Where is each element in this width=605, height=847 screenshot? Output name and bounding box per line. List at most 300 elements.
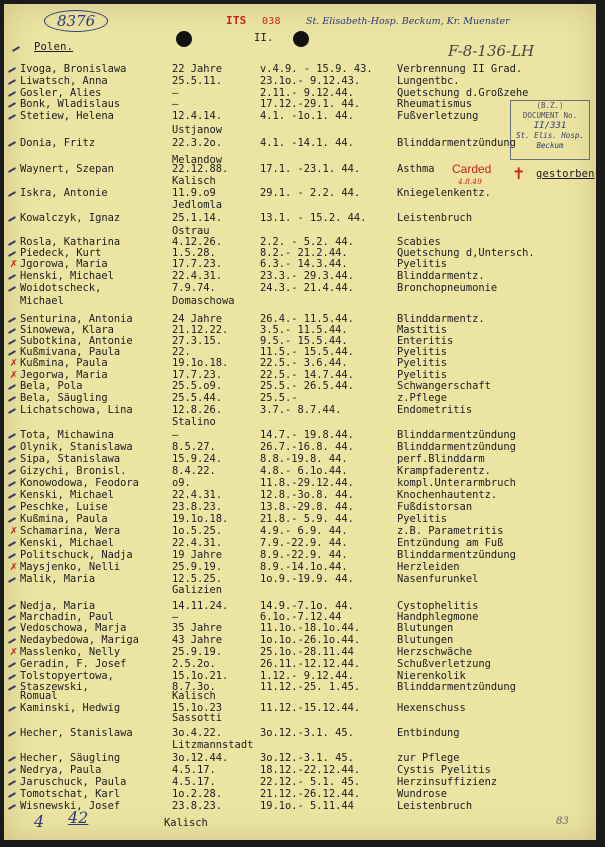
- patient-name: Politschuck, Nadja: [20, 549, 133, 561]
- patient-name: Hecher, Säugling: [20, 752, 121, 764]
- birth-date: 25.5.11.: [172, 75, 223, 87]
- birth-date: —: [172, 429, 179, 441]
- stay-dates: 8.8.-19.8. 44.: [260, 453, 348, 465]
- birth-date: —: [172, 98, 179, 110]
- patient-name: Kenski, Michael: [20, 489, 114, 501]
- check-mark-icon: [8, 339, 16, 345]
- stay-dates: 21.8.- 5.9. 44.: [260, 513, 354, 525]
- diagnosis: Quetschung d,Untersch.: [397, 247, 535, 259]
- table-row: [4, 429, 596, 440]
- diagnosis: Pyelitis: [397, 258, 448, 270]
- check-mark-icon: [8, 328, 16, 334]
- diagnosis: Blinddarmentzündung: [397, 441, 516, 453]
- table-row: [4, 369, 596, 380]
- stay-dates: 12.8.-3o.8. 44.: [260, 489, 354, 501]
- diagnosis: Pyelitis: [397, 357, 448, 369]
- patient-name: Ivoga, Bronislawa: [20, 63, 127, 75]
- check-mark-icon: [8, 67, 16, 73]
- bottom-mark-4: 4: [34, 812, 45, 831]
- patient-name: Gizychi, Bronisl.: [20, 465, 127, 477]
- check-mark-icon: [8, 240, 16, 246]
- check-mark-icon: [8, 433, 16, 439]
- diagnosis: Leistenbruch: [397, 212, 473, 224]
- patient-name: Sinowewa, Klara: [20, 324, 114, 336]
- check-mark-icon: [8, 804, 16, 810]
- red-x-mark-icon: ✗: [10, 256, 18, 270]
- patient-name: Tomotschat, Karl: [20, 788, 121, 800]
- document-stamp: [510, 100, 590, 160]
- birth-date: 22.12.88.: [172, 163, 229, 175]
- carded-note: Carded: [452, 162, 492, 176]
- check-mark-icon: [8, 317, 16, 323]
- patient-name: Marchadin, Paul: [20, 611, 114, 623]
- stay-dates: 8.9.-22.9. 44.: [260, 549, 348, 561]
- diagnosis: Cystis Pyelitis: [397, 764, 491, 776]
- diagnosis: Herzschwäche: [397, 646, 473, 658]
- birth-date: 7.9.74.: [172, 282, 216, 294]
- stamp-line-3: II/331: [533, 121, 567, 131]
- stay-dates: 22.5.- 3.6.44.: [260, 357, 348, 369]
- table-row: [4, 404, 596, 415]
- patient-name: Tota, Michawina: [20, 429, 114, 441]
- stay-dates: 2.11.- 9.12.44.: [260, 87, 354, 99]
- table-row: [4, 236, 596, 247]
- birth-date: 22.: [172, 346, 191, 358]
- stay-dates: 13.8.-29.8. 44.: [260, 501, 354, 513]
- birth-date: 25.9.19.: [172, 646, 223, 658]
- table-row: [4, 776, 596, 787]
- subline-domaschowa: Domaschowa: [172, 295, 235, 307]
- its-label: ITS: [226, 14, 247, 27]
- stay-dates: v.4.9. - 15.9. 43.: [260, 63, 373, 75]
- birth-date: 25.9.19.: [172, 561, 223, 573]
- bottom-mark-42: 42: [68, 808, 89, 827]
- patient-name: Vedoschowa, Marja: [20, 622, 127, 634]
- table-row: [4, 752, 596, 763]
- table-row: [4, 163, 596, 174]
- stay-dates: 4.9.- 6.9. 44.: [260, 525, 348, 537]
- birth-date: 14.11.24.: [172, 600, 229, 612]
- stay-dates: 8.2.- 21.2.44.: [260, 247, 348, 259]
- patient-name: Bela, Säugling: [20, 392, 108, 404]
- birth-date: 1o.5.25.: [172, 525, 223, 537]
- stay-dates: 1o.1o.-26.1o.44.: [260, 634, 361, 646]
- carded-date: 4.8.49: [458, 177, 482, 186]
- birth-date: —: [172, 611, 179, 623]
- red-x-mark-icon: ✗: [10, 355, 18, 369]
- table-row: [4, 634, 596, 645]
- stay-dates: 17.1. -23.1. 44.: [260, 163, 361, 175]
- diagnosis: Handphlegmone: [397, 611, 479, 623]
- stay-dates: 11.1o.-18.1o.44.: [260, 622, 361, 634]
- diagnosis: perf.Blinddarm: [397, 453, 485, 465]
- check-mark-icon: [8, 731, 16, 737]
- table-row: [4, 800, 596, 811]
- table-row: [4, 212, 596, 223]
- reference-code: F-8-136-LH: [448, 42, 535, 60]
- stay-dates: 21.12.-26.12.44.: [260, 788, 361, 800]
- patient-name: Olynik, Stanislawa: [20, 441, 133, 453]
- birth-date: 3o.12.44.: [172, 752, 229, 764]
- table-row: [4, 441, 596, 452]
- patient-name: Wisnewski, Josef: [20, 800, 121, 812]
- stay-dates: 14.9.-7.1o. 44.: [260, 600, 354, 612]
- subline-ustjanow: Ustjanow: [172, 124, 223, 136]
- check-mark-icon: [8, 615, 16, 621]
- birth-date: 4.5.17.: [172, 776, 216, 788]
- subline-ostrau: Ostrau: [172, 225, 210, 237]
- birth-date: 12.5.25.: [172, 573, 223, 585]
- table-row: [4, 561, 596, 572]
- section-number: II.: [254, 32, 274, 44]
- table-row: [4, 489, 596, 500]
- its-number: 038: [262, 16, 281, 27]
- subline-stalino: Stalino: [172, 416, 216, 428]
- diagnosis: z.Pflege: [397, 392, 448, 404]
- patient-name: Subotkina, Antonie: [20, 335, 133, 347]
- diagnosis: Schußverletzung: [397, 658, 491, 670]
- check-mark: [12, 46, 20, 52]
- check-mark-icon: [8, 493, 16, 499]
- diagnosis: zur Pflege: [397, 752, 460, 764]
- birth-date: —: [172, 87, 179, 99]
- stay-dates: 3o.12.-3.1. 45.: [260, 752, 354, 764]
- diagnosis: Blinddarmentzündung: [397, 429, 516, 441]
- check-mark-icon: [8, 505, 16, 511]
- patient-name: Tolstopyertowa,: [20, 670, 114, 682]
- birth-date: 4.12.26.: [172, 236, 223, 248]
- stay-dates: 3.5.- 11.5.44.: [260, 324, 348, 336]
- diagnosis: Quetschung d.Großzehe: [397, 87, 529, 99]
- punch-hole-right: [293, 31, 309, 47]
- check-mark-icon: [8, 541, 16, 547]
- diagnosis: Pyelitis: [397, 346, 448, 358]
- diagnosis: Nierenkolik: [397, 670, 466, 682]
- stay-dates: 26.7.-16.8. 44.: [260, 441, 354, 453]
- birth-date: 22.4.31.: [172, 489, 223, 501]
- diagnosis: Nasenfurunkel: [397, 573, 479, 585]
- check-mark-icon: [8, 274, 16, 280]
- patient-name: Jgorowa, Maria: [20, 258, 108, 270]
- patient-name: Sipa, Stanislawa: [20, 453, 121, 465]
- patient-name: Woidotscheck,: [20, 282, 102, 294]
- birth-date: 19 Jahre: [172, 549, 223, 561]
- check-mark-icon: [8, 768, 16, 774]
- birth-date: 15.1o.21.: [172, 670, 229, 682]
- check-mark-icon: [8, 706, 16, 712]
- birth-date: 17.7.23.: [172, 369, 223, 381]
- birth-date: 8.4.22.: [172, 465, 216, 477]
- patient-name: Kowalczyk, Ignaz: [20, 212, 121, 224]
- diagnosis: Enteritis: [397, 335, 454, 347]
- birth-date: 12.4.14.: [172, 110, 223, 122]
- check-mark-icon: [8, 553, 16, 559]
- patient-name: Liwatsch, Anna: [20, 75, 108, 87]
- patient-name: Henski, Michael: [20, 270, 114, 282]
- diagnosis: Herzinsuffizienz: [397, 776, 498, 788]
- punch-hole-left: [176, 31, 192, 47]
- table-row: [4, 513, 596, 524]
- patient-name: Waynert, Szepan: [20, 163, 114, 175]
- diagnosis: Blutungen: [397, 634, 454, 646]
- table-row: [4, 110, 596, 121]
- stay-dates: 8.9.-14.1o.44.: [260, 561, 348, 573]
- diagnosis: Krampfaderentz.: [397, 465, 491, 477]
- check-mark-icon: [8, 756, 16, 762]
- red-x-mark-icon: ✗: [10, 367, 18, 381]
- subline-jedlomla: Jedlomla: [172, 199, 223, 211]
- table-row: [4, 573, 596, 584]
- check-mark-icon: [8, 216, 16, 222]
- birth-date: 27.3.15.: [172, 335, 223, 347]
- patient-name: Nedrya, Paula: [20, 764, 102, 776]
- birth-date: 25.5.44.: [172, 392, 223, 404]
- patient-name: Rosla, Katharina: [20, 236, 121, 248]
- table-row: [4, 465, 596, 476]
- diagnosis: Entzündung am Fuß: [397, 537, 504, 549]
- stamp-line-1: (B.Z.): [536, 101, 564, 110]
- red-cross-icon: ✝: [512, 164, 526, 183]
- stay-dates: 29.1. - 2.2. 44.: [260, 187, 361, 199]
- stay-dates: 9.5.- 15.5.44.: [260, 335, 348, 347]
- stay-dates: 3.7.- 8.7.44.: [260, 404, 342, 416]
- table-row: [4, 282, 596, 293]
- stay-dates: 4.1. -1o.1. 44.: [260, 110, 354, 122]
- stay-dates: 26.11.-12.12.44.: [260, 658, 361, 670]
- died-note: gestorben: [536, 168, 595, 180]
- red-x-mark-icon: ✗: [10, 523, 18, 537]
- table-row: [4, 313, 596, 324]
- patient-name: Bonk, Wladislaus: [20, 98, 121, 110]
- check-mark-icon: [8, 638, 16, 644]
- table-row: [4, 335, 596, 346]
- table-row: [4, 98, 596, 109]
- diagnosis: Herzleiden: [397, 561, 460, 573]
- diagnosis: Entbindung: [397, 727, 460, 739]
- check-mark-icon: [8, 102, 16, 108]
- table-row: [4, 380, 596, 391]
- table-row: [4, 788, 596, 799]
- table-row: [4, 658, 596, 669]
- diagnosis: Lungentbc.: [397, 75, 460, 87]
- table-row: [4, 646, 596, 657]
- stay-dates: 14.7.- 19.8.44.: [260, 429, 354, 441]
- subline-sassotti: Sassotti: [172, 712, 223, 724]
- patient-name: Kaminski, Hedwig: [20, 702, 121, 714]
- diagnosis: Scabies: [397, 236, 441, 248]
- check-mark-icon: [8, 114, 16, 120]
- subline-kalisch-3: Kalisch: [164, 817, 208, 829]
- diagnosis: Fußdistorsan: [397, 501, 473, 513]
- check-mark-icon: [8, 780, 16, 786]
- subline-galizien: Galizien: [172, 584, 223, 596]
- stamp-line-2: DOCUMENT No.: [522, 111, 578, 120]
- birth-date: 11.9.o9: [172, 187, 216, 199]
- check-mark-icon: [8, 577, 16, 583]
- stay-dates: 17.12.-29.1. 44.: [260, 98, 361, 110]
- check-mark-icon: [8, 685, 16, 691]
- stay-dates: 23.1o.- 9.12.43.: [260, 75, 361, 87]
- check-mark-icon: [8, 445, 16, 451]
- stay-dates: 6.3.- 14.3.44.: [260, 258, 348, 270]
- check-mark-icon: [8, 674, 16, 680]
- stay-dates: 7.9.-22.9. 44.: [260, 537, 348, 549]
- birth-date: 1o.2.28.: [172, 788, 223, 800]
- diagnosis: kompl.Unterarmbruch: [397, 477, 516, 489]
- birth-date: o9.: [172, 477, 191, 489]
- table-row: [4, 63, 596, 74]
- diagnosis: Bronchopneumonie: [397, 282, 498, 294]
- stay-dates: 22.12.- 5.1. 45.: [260, 776, 361, 788]
- birth-date: 15.9.24.: [172, 453, 223, 465]
- patient-name: Kußmina, Paula: [20, 513, 108, 525]
- check-mark-icon: [8, 191, 16, 197]
- table-row: [4, 137, 596, 148]
- diagnosis: Endometritis: [397, 404, 473, 416]
- birth-date: 12.8.26.: [172, 404, 223, 416]
- red-x-mark-icon: ✗: [10, 559, 18, 573]
- table-row: [4, 87, 596, 98]
- diagnosis: Schwangerschaft: [397, 380, 491, 392]
- subline-michael: Michael: [20, 295, 64, 307]
- birth-date: 4.5.17.: [172, 764, 216, 776]
- check-mark-icon: [8, 384, 16, 390]
- table-row: [4, 501, 596, 512]
- patient-name: Kußmivana, Paula: [20, 346, 121, 358]
- birth-date: 21.12.22.: [172, 324, 229, 336]
- birth-date: 2.5.2o.: [172, 658, 216, 670]
- table-row: [4, 258, 596, 269]
- birth-date: 22.4.31.: [172, 537, 223, 549]
- diagnosis: Rheumatismus: [397, 98, 473, 110]
- patient-name: Stetiew, Helena: [20, 110, 114, 122]
- check-mark-icon: [8, 792, 16, 798]
- birth-date: 22 Jahre: [172, 63, 223, 75]
- stay-dates: 6.1o.-7.12.44: [260, 611, 342, 623]
- patient-name: Peschke, Luise: [20, 501, 108, 513]
- diagnosis: Blinddarmentz.: [397, 270, 485, 282]
- patient-name: Donia, Fritz: [20, 137, 96, 149]
- patient-name: Kußmina, Paula: [20, 357, 108, 369]
- diagnosis: Blinddarmentz.: [397, 313, 485, 325]
- table-row: [4, 270, 596, 281]
- bottom-page-number: 83: [556, 816, 569, 827]
- birth-date: 43 Jahre: [172, 634, 223, 646]
- table-row: [4, 702, 596, 713]
- diagnosis: z.B. Parametritis: [397, 525, 504, 537]
- birth-date: 8.5.27.: [172, 441, 216, 453]
- table-row: [4, 187, 596, 198]
- patient-name: Nedaybedowa, Mariga: [20, 634, 139, 646]
- stay-dates: 25.5.-: [260, 392, 298, 404]
- check-mark-icon: [8, 167, 16, 173]
- diagnosis: Pyelitis: [397, 369, 448, 381]
- birth-date: 25.1.14.: [172, 212, 223, 224]
- subline-romual: Romual: [20, 690, 58, 702]
- patient-name: Schamarina, Wera: [20, 525, 121, 537]
- country-heading: Polen.: [34, 41, 74, 53]
- birth-date: 24 Jahre: [172, 313, 223, 325]
- stay-dates: 4.1. -14.1. 44.: [260, 137, 354, 149]
- document-page: [4, 4, 596, 840]
- birth-date: 15.1o.23: [172, 702, 223, 714]
- patient-name: Masslenko, Nelly: [20, 646, 121, 658]
- birth-date: 17.7.23.: [172, 258, 223, 270]
- patient-name: Geradin, F. Josef: [20, 658, 127, 670]
- table-row: [4, 764, 596, 775]
- table-row: [4, 622, 596, 633]
- diagnosis: Leistenbruch: [397, 800, 473, 812]
- check-mark-icon: [8, 79, 16, 85]
- birth-date: 8.7.3o.: [172, 681, 216, 693]
- diagnosis: Verbrennung II Grad.: [397, 63, 523, 75]
- stay-dates: 13.1. - 15.2. 44.: [260, 212, 367, 224]
- patient-name: Lichatschowa, Lina: [20, 404, 133, 416]
- diagnosis: Blinddarmentzündung: [397, 681, 516, 693]
- table-row: [4, 392, 596, 403]
- table-row: [4, 357, 596, 368]
- stay-dates: 26.4.- 11.5.44.: [260, 313, 354, 325]
- diagnosis: Blinddarmentzündung: [397, 137, 516, 149]
- birth-date: 25.5.o9.: [172, 380, 223, 392]
- birth-date: 23.8.23.: [172, 501, 223, 513]
- birth-date: 35 Jahre: [172, 622, 223, 634]
- table-row: [4, 324, 596, 335]
- diagnosis: Mastitis: [397, 324, 448, 336]
- table-row: [4, 727, 596, 738]
- patient-name: Gosler, Alies: [20, 87, 102, 99]
- red-x-mark-icon: ✗: [10, 644, 18, 658]
- table-row: [4, 453, 596, 464]
- stay-dates: 23.3.- 29.3.44.: [260, 270, 354, 282]
- check-mark-icon: [8, 408, 16, 414]
- check-mark-icon: [8, 286, 16, 292]
- file-number: 8376: [44, 10, 108, 32]
- check-mark-icon: [8, 91, 16, 97]
- check-mark-icon: [8, 626, 16, 632]
- table-row: [4, 670, 596, 681]
- patient-name: Nedja, Maria: [20, 600, 96, 612]
- patient-name: Hecher, Stanislawa: [20, 727, 133, 739]
- check-mark-icon: [8, 517, 16, 523]
- stay-dates: 24.3.- 21.4.44.: [260, 282, 354, 294]
- diagnosis: Asthma: [397, 163, 435, 175]
- check-mark-icon: [8, 481, 16, 487]
- diagnosis: Fußverletzung: [397, 110, 479, 122]
- birth-date: 19.1o.18.: [172, 513, 229, 525]
- stay-dates: 2.2. - 5.2. 44.: [260, 236, 354, 248]
- patient-name: Bela, Pola: [20, 380, 83, 392]
- patient-name: Kenski, Michael: [20, 537, 114, 549]
- stay-dates: 1.12.- 9.12.44.: [260, 670, 354, 682]
- table-row: [4, 537, 596, 548]
- patient-name: Konowodowa, Feodora: [20, 477, 139, 489]
- stay-dates: 3o.12.-3.1. 45.: [260, 727, 354, 739]
- table-row: [4, 477, 596, 488]
- check-mark-icon: [8, 141, 16, 147]
- stay-dates: 25.5.- 26.5.44.: [260, 380, 354, 392]
- stay-dates: 22.5.- 14.7.44.: [260, 369, 354, 381]
- patient-name: Maysjenko, Nelli: [20, 561, 121, 573]
- diagnosis: Pyelitis: [397, 513, 448, 525]
- stay-dates: 18.12.-22.12.44.: [260, 764, 361, 776]
- stay-dates: 11.8.-29.12.44.: [260, 477, 354, 489]
- patient-name: Jaruschuck, Paula: [20, 776, 127, 788]
- patient-name: Iskra, Antonie: [20, 187, 108, 199]
- diagnosis: Blutungen: [397, 622, 454, 634]
- table-row: [4, 681, 596, 692]
- table-row: [4, 525, 596, 536]
